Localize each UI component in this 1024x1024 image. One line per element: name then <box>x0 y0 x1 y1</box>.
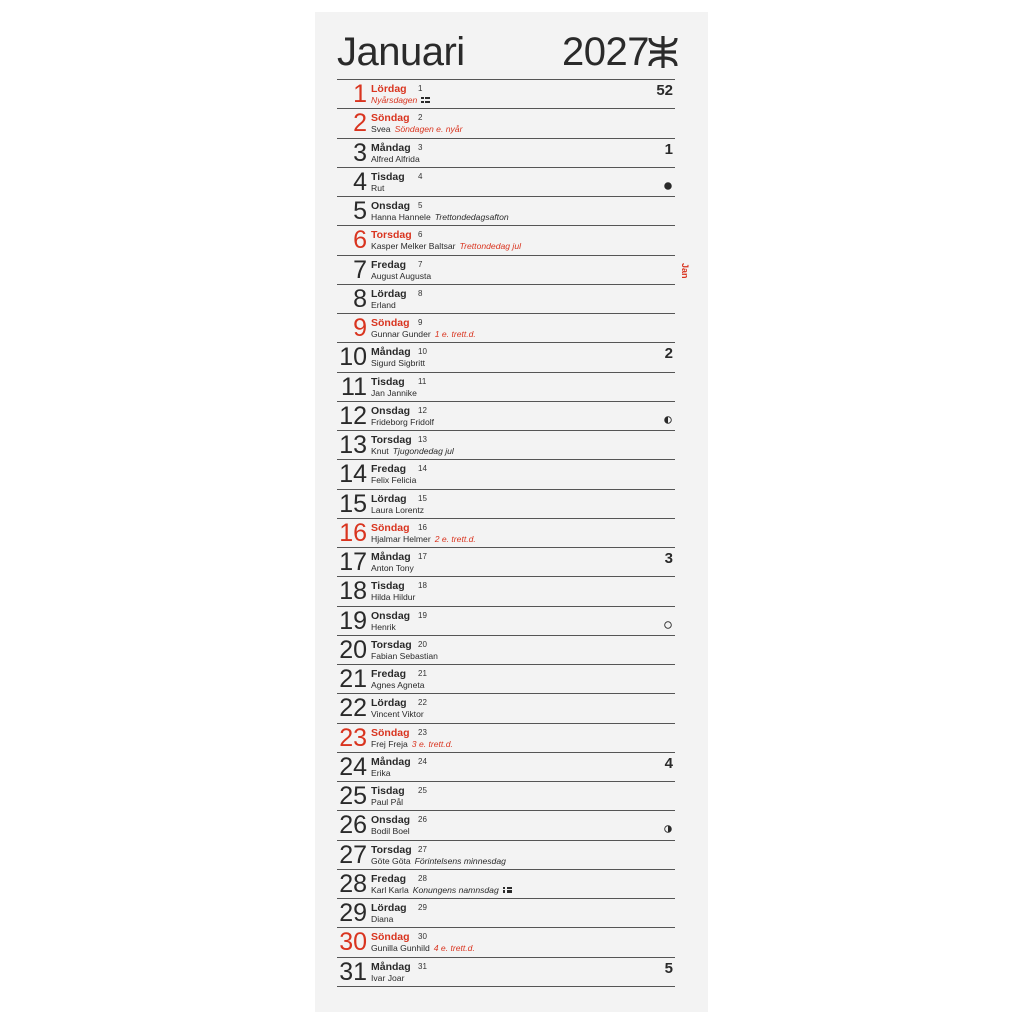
day-row <box>337 490 675 519</box>
name-days: Alfred Alfrida <box>371 153 420 164</box>
date-number: 18 <box>339 577 367 606</box>
date-number: 23 <box>339 723 367 752</box>
name-days: Vincent Viktor <box>371 709 424 720</box>
day-of-year: 26 <box>418 815 427 825</box>
weekday-name: Söndag <box>371 931 410 944</box>
weekday-name: Onsdag <box>371 609 411 622</box>
weekday-name: Lördag <box>371 902 407 914</box>
name-days: August Augusta <box>371 270 432 281</box>
date-number: 9 <box>353 314 367 342</box>
weekday-name: Måndag <box>371 960 411 973</box>
day-row <box>337 928 675 957</box>
weekday-name: Torsdag <box>371 229 412 242</box>
day-row <box>337 373 675 402</box>
day-row <box>337 694 675 723</box>
day-row <box>337 314 675 343</box>
moon-first-icon <box>664 416 672 424</box>
name-days: Hilda Hildur <box>371 592 416 603</box>
day-of-year: 28 <box>418 873 427 883</box>
weekday-name: Torsdag <box>371 843 412 856</box>
day-row <box>337 724 675 753</box>
date-number: 22 <box>339 694 367 723</box>
day-of-year: 6 <box>418 230 423 240</box>
date-number: 11 <box>341 372 367 401</box>
name-day-line <box>371 183 384 194</box>
date-number: 25 <box>339 782 367 810</box>
weekday-name: Fredag <box>371 668 407 680</box>
name-days: Frej Freja <box>371 738 408 749</box>
date-number: 13 <box>339 431 367 459</box>
name-days: Knut <box>371 446 389 456</box>
name-days: Diana <box>371 914 394 924</box>
name-days: Göte Göta <box>371 855 411 866</box>
day-of-year: 16 <box>418 522 427 532</box>
date-number: 6 <box>353 226 367 255</box>
name-days: Kasper Melker Baltsar <box>371 241 456 252</box>
day-row <box>337 226 675 255</box>
day-row <box>337 870 675 899</box>
day-of-year: 8 <box>418 288 423 298</box>
day-of-year: 21 <box>418 669 427 678</box>
day-row <box>337 665 675 694</box>
date-number: 26 <box>339 811 367 840</box>
day-row <box>337 197 675 226</box>
date-number: 4 <box>353 167 367 196</box>
name-days: Erika <box>371 767 391 778</box>
day-of-year: 15 <box>418 493 427 503</box>
name-day-line <box>371 768 391 779</box>
name-day-line <box>371 914 393 925</box>
date-number: 8 <box>353 284 367 313</box>
name-day-line <box>371 856 506 867</box>
weekday-name: Tisdag <box>371 785 405 797</box>
name-day-line <box>371 154 420 165</box>
name-day-line <box>371 241 521 252</box>
name-day-line <box>371 271 431 282</box>
day-row <box>337 577 675 606</box>
date-number: 30 <box>339 928 367 957</box>
day-row <box>337 899 675 928</box>
name-days: Paul Pål <box>371 797 404 807</box>
name-day-line <box>371 417 434 428</box>
day-row <box>337 168 675 197</box>
year-label: 2027 <box>562 30 649 74</box>
day-row <box>337 109 675 138</box>
date-number: 21 <box>339 665 367 693</box>
day-row <box>337 402 675 431</box>
day-of-year: 7 <box>418 259 423 269</box>
date-number: 17 <box>339 548 367 576</box>
weekday-name: Måndag <box>371 551 411 563</box>
weekday-name: Tisdag <box>371 580 405 593</box>
day-row <box>337 256 675 285</box>
name-days: Sigurd Sigbritt <box>371 358 425 369</box>
name-day-line <box>371 739 453 750</box>
day-row <box>337 782 675 811</box>
name-day-line <box>371 826 410 837</box>
date-number: 10 <box>339 343 367 372</box>
day-list <box>337 80 675 987</box>
holiday-note: Förintelsens minnesdag <box>414 855 506 866</box>
weekday-name: Söndag <box>371 112 410 125</box>
name-days: Erland <box>371 299 396 310</box>
date-number: 29 <box>339 899 367 927</box>
day-of-year: 18 <box>418 581 427 591</box>
weekday-name: Fredag <box>371 258 407 271</box>
holiday-note: Tjugondedag jul <box>392 446 454 456</box>
date-number: 3 <box>353 138 367 167</box>
day-row <box>337 548 675 577</box>
day-of-year: 29 <box>418 903 427 912</box>
day-of-year: 30 <box>418 932 427 942</box>
holiday-note: Konungens namnsdag <box>412 884 499 895</box>
name-days: Hjalmar Helmer <box>371 533 431 544</box>
day-row <box>337 139 675 168</box>
day-row <box>337 841 675 870</box>
name-days: Agnes Agneta <box>371 680 425 690</box>
name-day-line <box>371 300 396 311</box>
name-day-line <box>371 95 430 106</box>
name-days: Ivar Joar <box>371 972 405 983</box>
name-day-line <box>371 797 403 808</box>
day-of-year: 11 <box>418 376 427 386</box>
weekday-name: Onsdag <box>371 200 411 212</box>
day-row <box>337 285 675 314</box>
moon-new-icon <box>664 182 672 190</box>
flag-icon <box>503 887 512 893</box>
weekday-name: Fredag <box>371 463 407 476</box>
day-of-year: 3 <box>418 142 423 152</box>
date-number: 16 <box>339 518 367 547</box>
name-days: Henrik <box>371 621 396 632</box>
day-of-year: 2 <box>418 113 423 123</box>
holiday-note: 4 e. trett.d. <box>433 943 475 954</box>
day-of-year: 12 <box>418 405 427 415</box>
date-number: 15 <box>339 489 367 518</box>
moon-full-icon <box>664 621 672 629</box>
name-days: Fabian Sebastian <box>371 650 438 661</box>
name-day-line <box>371 943 475 954</box>
name-day-line <box>371 358 425 369</box>
month-tab-label: Jan <box>680 263 690 279</box>
day-of-year: 14 <box>418 464 427 474</box>
day-of-year: 20 <box>418 639 427 649</box>
day-row <box>337 958 675 987</box>
date-number: 28 <box>339 869 367 898</box>
day-row <box>337 343 675 372</box>
day-row <box>337 607 675 636</box>
day-row <box>337 636 675 665</box>
day-of-year: 5 <box>418 201 423 210</box>
name-day-line <box>371 563 414 574</box>
holiday-note: 2 e. trett.d. <box>434 533 476 544</box>
weekday-name: Fredag <box>371 872 407 885</box>
name-days: Anton Tony <box>371 563 414 573</box>
day-of-year: 10 <box>418 347 427 357</box>
holiday-note: 3 e. trett.d. <box>411 738 453 749</box>
name-days: Frideborg Fridolf <box>371 416 435 427</box>
name-day-line <box>371 651 438 662</box>
name-day-line <box>371 212 509 223</box>
date-number: 27 <box>339 840 367 869</box>
day-row <box>337 811 675 840</box>
weekday-name: Torsdag <box>371 638 412 651</box>
weekday-name: Söndag <box>371 726 410 739</box>
date-number: 5 <box>353 197 367 225</box>
name-day-line <box>371 709 424 720</box>
date-number: 2 <box>353 109 367 138</box>
name-days: Bodil Boel <box>371 826 410 837</box>
name-days: Karl Karla <box>371 884 409 895</box>
day-of-year: 19 <box>418 610 427 620</box>
day-of-year: 24 <box>418 756 427 766</box>
week-number: 2 <box>664 345 673 363</box>
name-days: Felix Felicia <box>371 475 417 486</box>
day-of-year: 31 <box>418 961 427 971</box>
day-row <box>337 753 675 782</box>
day-of-year: 9 <box>418 318 423 327</box>
name-day-line <box>371 973 404 984</box>
name-days: Hanna Hannele <box>371 212 431 222</box>
date-number: 1 <box>353 80 367 108</box>
holiday-note: Nyårsdagen <box>371 95 418 105</box>
name-days: Gunilla Gunhild <box>371 943 430 954</box>
date-number: 24 <box>339 752 367 781</box>
day-row <box>337 460 675 489</box>
weekday-name: Måndag <box>371 755 411 768</box>
date-number: 19 <box>339 606 367 635</box>
holiday-note: Trettondedagsafton <box>434 212 509 222</box>
weekday-name: Lördag <box>371 492 407 505</box>
name-day-line <box>371 329 476 340</box>
weekday-name: Måndag <box>371 346 411 359</box>
weekday-name: Tisdag <box>371 170 405 183</box>
day-of-year: 4 <box>418 171 423 181</box>
weekday-name: Lördag <box>371 287 407 300</box>
weekday-name: Onsdag <box>371 404 411 417</box>
name-day-line <box>371 680 425 691</box>
day-of-year: 22 <box>418 698 427 708</box>
name-day-line <box>371 534 476 545</box>
week-number: 52 <box>656 82 673 99</box>
day-of-year: 27 <box>418 844 427 854</box>
flag-icon <box>421 97 430 103</box>
weekday-name: Söndag <box>371 521 410 534</box>
name-days: Svea <box>371 124 391 135</box>
name-days: Rut <box>371 182 385 193</box>
date-number: 12 <box>339 401 367 430</box>
date-number: 14 <box>339 460 367 489</box>
day-of-year: 13 <box>418 435 427 444</box>
name-day-line <box>371 592 415 603</box>
name-day-line <box>371 388 417 399</box>
name-days: Laura Lorentz <box>371 504 425 515</box>
week-number: 4 <box>664 754 673 772</box>
holiday-note: Söndagen e. nyår <box>394 124 463 135</box>
name-day-line <box>371 885 512 896</box>
year-rune-icon <box>646 34 680 70</box>
day-row <box>337 431 675 460</box>
date-number: 20 <box>339 635 367 664</box>
name-days: Gunnar Gunder <box>371 329 431 339</box>
name-day-line <box>371 124 462 135</box>
week-number: 3 <box>664 550 673 567</box>
holiday-note: Trettondedag jul <box>459 241 522 252</box>
date-number: 7 <box>353 255 367 284</box>
day-of-year: 17 <box>418 552 427 561</box>
day-of-year: 23 <box>418 727 427 737</box>
weekday-name: Lördag <box>371 83 407 95</box>
day-of-year: 25 <box>418 786 427 795</box>
week-number: 5 <box>664 959 673 977</box>
date-number: 31 <box>339 957 367 986</box>
day-of-year: 1 <box>418 84 423 93</box>
holiday-note: 1 e. trett.d. <box>434 329 476 339</box>
weekday-name: Måndag <box>371 141 411 154</box>
day-row <box>337 80 675 109</box>
month-title: Januari <box>337 30 465 74</box>
name-day-line <box>371 622 396 633</box>
name-days: Jan Jannike <box>371 387 417 398</box>
weekday-name: Söndag <box>371 317 410 329</box>
weekday-name: Torsdag <box>371 434 412 446</box>
day-row <box>337 519 675 548</box>
weekday-name: Lördag <box>371 697 407 710</box>
name-day-line <box>371 505 424 516</box>
name-day-line <box>371 446 454 457</box>
weekday-name: Tisdag <box>371 375 405 388</box>
name-day-line <box>371 475 416 486</box>
weekday-name: Onsdag <box>371 814 411 827</box>
moon-last-icon <box>664 825 672 833</box>
week-number: 1 <box>664 140 673 158</box>
